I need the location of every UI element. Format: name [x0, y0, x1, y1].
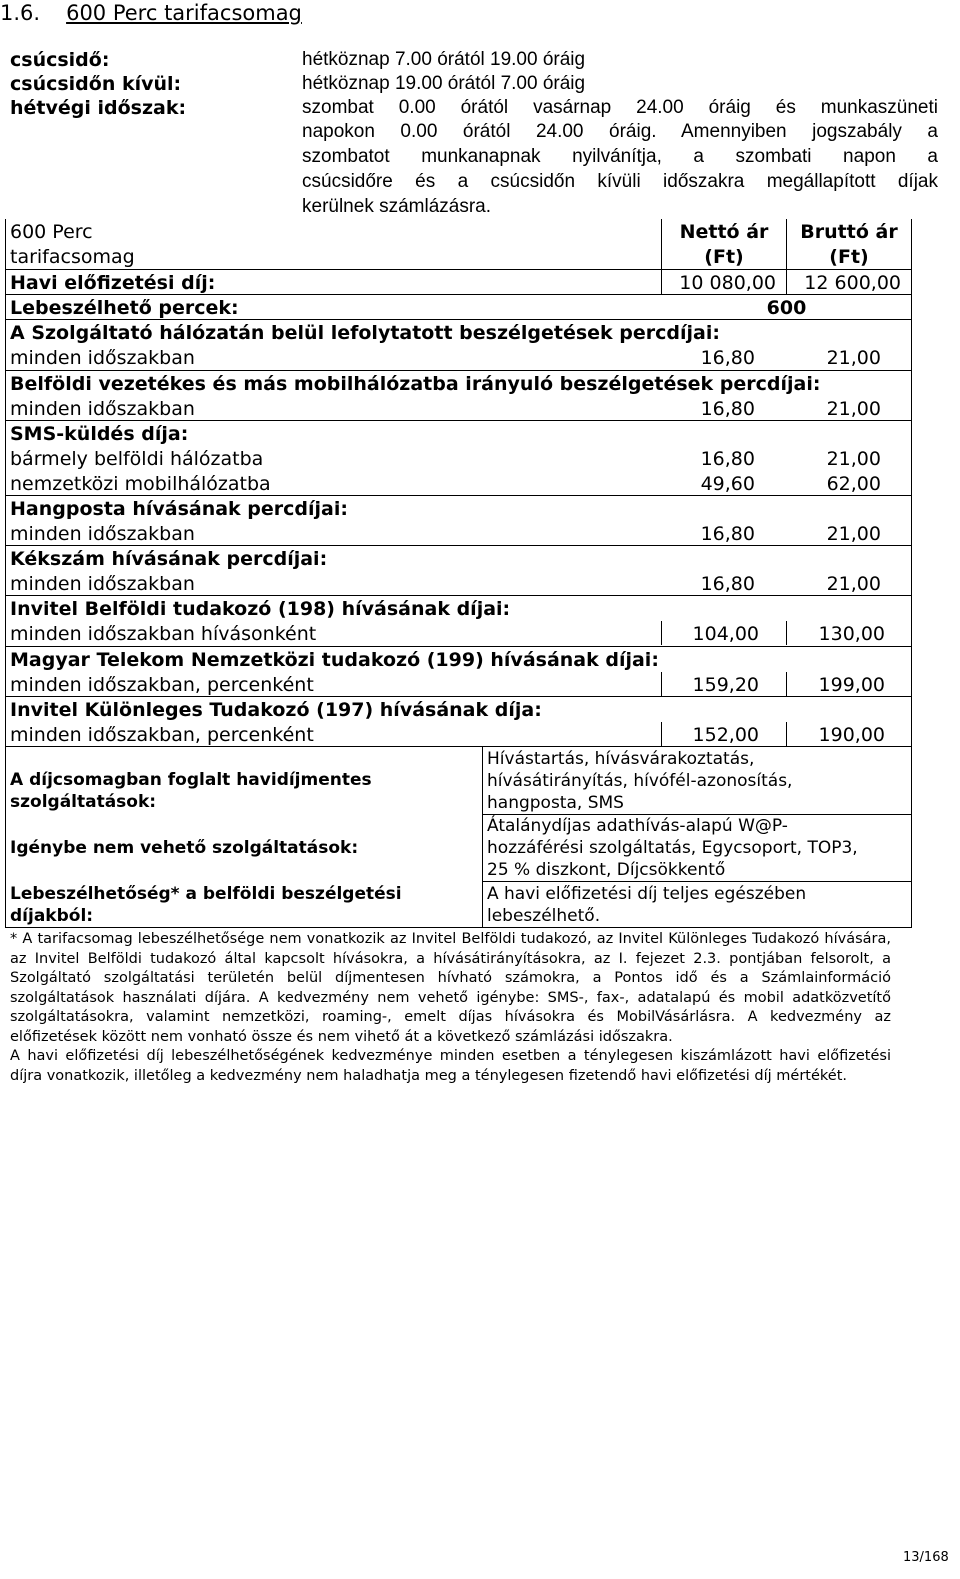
invitel-197-row-label: minden időszakban, percenként — [10, 724, 314, 746]
unavailable-services-value: Átalánydíjas adathívás-alapú W@P- — [487, 816, 788, 836]
offnet-netto: 16,80 — [700, 398, 755, 420]
invitel-198-brutto: 130,00 — [818, 623, 885, 645]
offnet-row-label: minden időszakban — [10, 398, 195, 420]
kekszam-brutto: 21,00 — [826, 573, 881, 595]
offnet-brutto: 21,00 — [826, 398, 881, 420]
invitel-198-heading: Invitel Belföldi tudakozó (198) hívásának díjai: — [10, 598, 511, 620]
invitel-198-netto: 104,00 — [692, 623, 759, 645]
talk-allowance-label: Lebeszélhetőség* a belföldi beszélgetési — [10, 884, 402, 904]
section-heading — [0, 0, 302, 26]
table-header-brutto: Bruttó ár — [800, 221, 898, 243]
sms-international-brutto: 62,00 — [826, 473, 881, 495]
definition-label-peak: csúcsidő: — [10, 49, 110, 71]
sms-row-domestic: bármely belföldi hálózatba — [10, 448, 264, 470]
definition-value-weekend-line: szombatot munkanapnak nyilvánítja, a szombati napon a — [302, 146, 938, 167]
free-services-value: hangposta, SMS — [487, 793, 624, 813]
definition-value-peak: hétköznap 7.00 órától 19.00 óráig — [302, 49, 586, 70]
talk-allowance-value: A havi előfizetési díj teljes egészében — [487, 884, 807, 904]
monthly-fee-brutto: 12 600,00 — [804, 272, 901, 294]
definition-value-weekend-line: csúcsidőre és a csúcsidőn kívüli időszakra megállapított díjak — [302, 171, 938, 192]
section-title: 600 Perc tarifacsomag — [66, 1, 302, 25]
talk-allowance-label: díjakból: — [10, 906, 94, 926]
page-number: 13/168 — [903, 1550, 949, 1565]
unavailable-services-label: Igénybe nem vehető szolgáltatások: — [10, 838, 359, 858]
free-services-label: A díjcsomagban foglalt havidíjmentes — [10, 770, 372, 790]
definition-value-weekend-line: napokon 0.00 órától 24.00 óráig. Amennyiben jogszabály a — [302, 121, 938, 142]
voicemail-heading: Hangposta hívásának percdíjai: — [10, 498, 348, 520]
telekom-199-row-label: minden időszakban, percenként — [10, 674, 314, 696]
definition-value-offpeak: hétköznap 19.00 órától 7.00 óráig — [302, 73, 586, 94]
invitel-197-brutto: 190,00 — [818, 724, 885, 746]
table-header-name: tarifacsomag — [10, 246, 135, 268]
offnet-heading: Belföldi vezetékes és más mobilhálózatba irányuló beszélgetések percdíjai: — [10, 373, 821, 395]
definition-label-weekend: hétvégi időszak: — [10, 97, 187, 119]
monthly-fee-label: Havi előfizetési díj: — [10, 272, 216, 294]
definition-value-weekend-line: szombat 0.00 órától vasárnap 24.00 óráig és munkaszüneti — [302, 97, 938, 118]
section-number: 1.6. — [0, 1, 41, 25]
voicemail-row-label: minden időszakban — [10, 523, 195, 545]
definition-label-offpeak: csúcsidőn kívül: — [10, 73, 182, 95]
voicemail-netto: 16,80 — [700, 523, 755, 545]
table-header-name: 600 Perc — [10, 221, 93, 243]
kekszam-heading: Kékszám hívásának percdíjai: — [10, 548, 328, 570]
sms-heading: SMS-küldés díja: — [10, 423, 189, 445]
telekom-199-heading: Magyar Telekom Nemzetközi tudakozó (199) hívásának díjai: — [10, 649, 659, 671]
invitel-197-heading: Invitel Különleges Tudakozó (197) hívásának díja: — [10, 699, 542, 721]
onnet-heading: A Szolgáltató hálózatán belül lefolytatott beszélgetések percdíjai: — [10, 322, 720, 344]
free-services-value: Hívástartás, hívásvárakoztatás, — [487, 749, 755, 769]
invitel-197-netto: 152,00 — [692, 724, 759, 746]
telekom-199-brutto: 199,00 — [818, 674, 885, 696]
monthly-fee-netto: 10 080,00 — [679, 272, 776, 294]
footnote-paragraph: * A tarifacsomag lebeszélhetősége nem vonatkozik az Invitel Belföldi tudakozó, az Invitel Különleges Tudakozó hívására, az Invitel Belföldi tudakozó által kapcsolt hívásokra, a hívásátirányításokra, az I. fejezet 2.3. pontjában felsorolt, a Szolgáltató szolgáltatási területén belül díjmentesen hívható számokra, a Pontos idő és a Számlainformáció szolgáltatások használati díjára. A kedvezmény nem vehető igénybe: SMS-, fax-, adatalapú és mobil adatközvetítő szolgáltatásokra, valamint nemzetközi, roaming-, emelt díjas hívásokra és MobilVásárlásra. A kedvezmény az előfizetések között nem vonható össze és nem vihető át a következő számlázási időszakra. — [10, 931, 891, 1045]
invitel-198-row-label: minden időszakban hívásonként — [10, 623, 317, 645]
footnote-paragraph: A havi előfizetési díj lebeszélhetőségének kedvezménye minden esetben a ténylegesen kiszámlázott havi előfizetési díjra vonatkozik, illetőleg a kedvezmény nem haladhatja meg a ténylegesen fizetendő havi előfizetési díj mértékét. — [10, 1048, 891, 1084]
voicemail-brutto: 21,00 — [826, 523, 881, 545]
table-header-netto-unit: (Ft) — [704, 246, 744, 268]
onnet-netto: 16,80 — [700, 347, 755, 369]
free-services-label: szolgáltatások: — [10, 792, 157, 812]
unavailable-services-value: hozzáférési szolgáltatás, Egycsoport, TOP3, — [487, 838, 858, 858]
table-header-brutto-unit: (Ft) — [829, 246, 869, 268]
footnote-text — [10, 930, 891, 1086]
free-services-value: hívásátirányítás, hívófél-azonosítás, — [487, 771, 793, 791]
definition-value-weekend-line: kerülnek számlázásra. — [302, 196, 492, 217]
kekszam-netto: 16,80 — [700, 573, 755, 595]
kekszam-row-label: minden időszakban — [10, 573, 195, 595]
table-header-netto: Nettó ár — [679, 221, 769, 243]
talk-allowance-value: lebeszélhető. — [487, 906, 601, 926]
included-minutes-value: 600 — [766, 297, 807, 319]
onnet-brutto: 21,00 — [826, 347, 881, 369]
onnet-row-label: minden időszakban — [10, 347, 195, 369]
included-minutes-label: Lebeszélhető percek: — [10, 297, 239, 319]
unavailable-services-value: 25 % diszkont, Díjcsökkentő — [487, 860, 726, 880]
sms-domestic-netto: 16,80 — [700, 448, 755, 470]
sms-row-international: nemzetközi mobilhálózatba — [10, 473, 271, 495]
sms-international-netto: 49,60 — [700, 473, 755, 495]
telekom-199-netto: 159,20 — [692, 674, 759, 696]
sms-domestic-brutto: 21,00 — [826, 448, 881, 470]
